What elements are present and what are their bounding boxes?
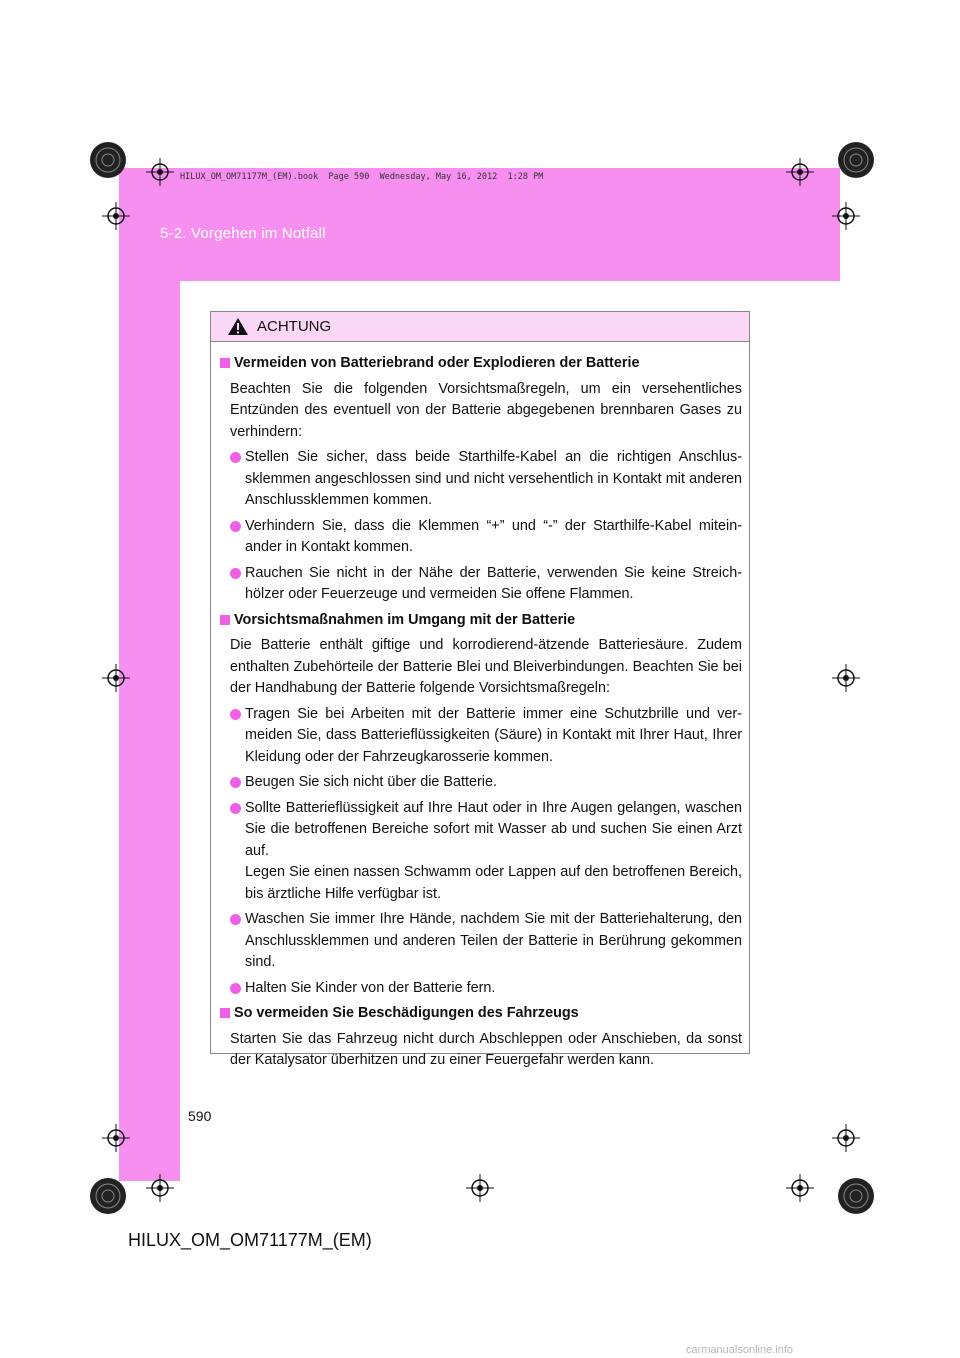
page-number: 590 <box>188 1108 212 1124</box>
round-bullet-icon <box>230 452 241 463</box>
crosshair-mark-icon <box>102 1124 130 1152</box>
list-item <box>230 978 742 1000</box>
registration-wheel-icon <box>836 1176 876 1216</box>
round-bullet-icon <box>230 914 241 925</box>
list-item-text: Verhindern Sie, dass die Klemmen “+” und “-” der Starthilfe-Kabel mitein- ander in Kontakt kommen. <box>245 517 742 555</box>
list-item <box>230 798 742 906</box>
section-heading-text: So vermeiden Sie Beschädigungen des Fahrzeugs <box>234 1005 579 1021</box>
list-item <box>230 772 742 794</box>
footer-code: HILUX_OM_OM71177M_(EM) <box>128 1230 372 1250</box>
list-item-text: Tragen Sie bei Arbeiten mit der Batterie immer eine Schutzbrille und ver- meiden Sie, dass Batterieflüssigkeiten (Säure) in Kontakt mit Ihrer Haut, Ihrer Kleidung oder der Fahrzeugkarosserie kommen. <box>245 705 742 765</box>
list-item-text: Beugen Sie sich nicht über die Batterie. <box>245 774 497 790</box>
section-heading-text: Vorsichtsmaßnahmen im Umgang mit der Batterie <box>234 611 576 628</box>
section-heading <box>218 610 742 632</box>
crosshair-mark-icon <box>102 202 130 230</box>
crosshair-mark-icon <box>146 1174 174 1202</box>
crosshair-mark-icon <box>832 664 860 692</box>
crosshair-mark-icon <box>466 1174 494 1202</box>
round-bullet-icon <box>230 568 241 579</box>
section-intro: Die Batterie enthält giftige und korrodierend-ätzende Batteriesäure. Zudem enthalten Zubehörteile der Batterie Blei und Bleiverbindungen. Beachten Sie bei der Handhabung der Batterie folgende Vorsichtsmaßregeln: <box>230 637 742 696</box>
section-intro: Starten Sie das Fahrzeug nicht durch Abschleppen oder Anschieben, da sonst der Katalysator überhitzen und zu einer Feuergefahr werden kann. <box>230 1030 742 1068</box>
list-item-text: Waschen Sie immer Ihre Hände, nachdem Sie mit der Batteriehalterung, den Anschlussklemmen und anderen Teilen der Batterie in Berührung gekommen sind. <box>245 911 742 970</box>
section-heading <box>218 1003 742 1025</box>
square-bullet-icon <box>220 1008 230 1018</box>
warning-header <box>211 312 749 342</box>
registration-wheel-icon <box>836 140 876 180</box>
round-bullet-icon <box>230 803 241 814</box>
round-bullet-icon <box>230 521 241 532</box>
registration-wheel-icon <box>88 140 128 180</box>
round-bullet-icon <box>230 709 241 720</box>
crosshair-mark-icon <box>832 1124 860 1152</box>
list-item <box>230 516 742 559</box>
list-item <box>230 563 742 606</box>
crosshair-mark-icon <box>102 664 130 692</box>
list-item-text: Halten Sie Kinder von der Batterie fern. <box>245 979 496 996</box>
list-item <box>230 909 742 974</box>
warning-triangle-icon <box>227 317 249 336</box>
square-bullet-icon <box>220 615 230 625</box>
side-tab <box>119 281 180 1181</box>
list-item-text: Sollte Batterieflüssigkeit auf Ihre Haut oder in Ihre Augen gelangen, waschen Sie die betroffenen Bereiche sofort mit Wasser ab und suchen Sie einen Arzt auf. Legen Sie einen nassen Schwamm oder Lappen auf den betroffenen Bereich, bis ärztliche Hilfe verfügbar ist. <box>245 799 742 902</box>
section-title: 5-2. Vorgehen im Notfall <box>160 225 326 242</box>
warning-title: ACHTUNG <box>257 318 332 335</box>
warning-body <box>211 342 749 1072</box>
list-item-text: Stellen Sie sicher, dass beide Starthilfe-Kabel an die richtigen Anschlus- sklemmen angeschlossen sind und nicht versehentlich in Kontakt mit anderen Anschlussklemmen kommen. <box>245 449 742 508</box>
section-intro: Beachten Sie die folgenden Vorsichtsmaßregeln, um ein versehentliches Entzünden des eventuell von der Batterie abgegebenen brennbaren Gases zu verhindern: <box>230 380 742 440</box>
book-info-line: HILUX_OM_OM71177M_(EM).book Page 590 Wednesday, May 16, 2012 1:28 PM <box>180 172 544 182</box>
list-item <box>230 704 742 769</box>
crosshair-mark-icon <box>786 158 814 186</box>
crosshair-mark-icon <box>786 1174 814 1202</box>
section-heading-text: Vermeiden von Batteriebrand oder Explodieren der Batterie <box>234 355 640 371</box>
watermark-text: carmanualsonline.info <box>686 1344 794 1356</box>
section-heading <box>218 353 742 375</box>
warning-box <box>210 311 750 1068</box>
round-bullet-icon <box>230 777 241 788</box>
list-item-text: Rauchen Sie nicht in der Nähe der Batterie, verwenden Sie keine Streich- hölzer oder Feuerzeuge und vermeiden Sie offene Flammen. <box>245 564 742 602</box>
list-item <box>230 447 742 512</box>
crosshair-mark-icon <box>832 202 860 230</box>
round-bullet-icon <box>230 983 241 994</box>
square-bullet-icon <box>220 358 230 368</box>
crosshair-mark-icon <box>146 158 174 186</box>
registration-wheel-icon <box>88 1176 128 1216</box>
